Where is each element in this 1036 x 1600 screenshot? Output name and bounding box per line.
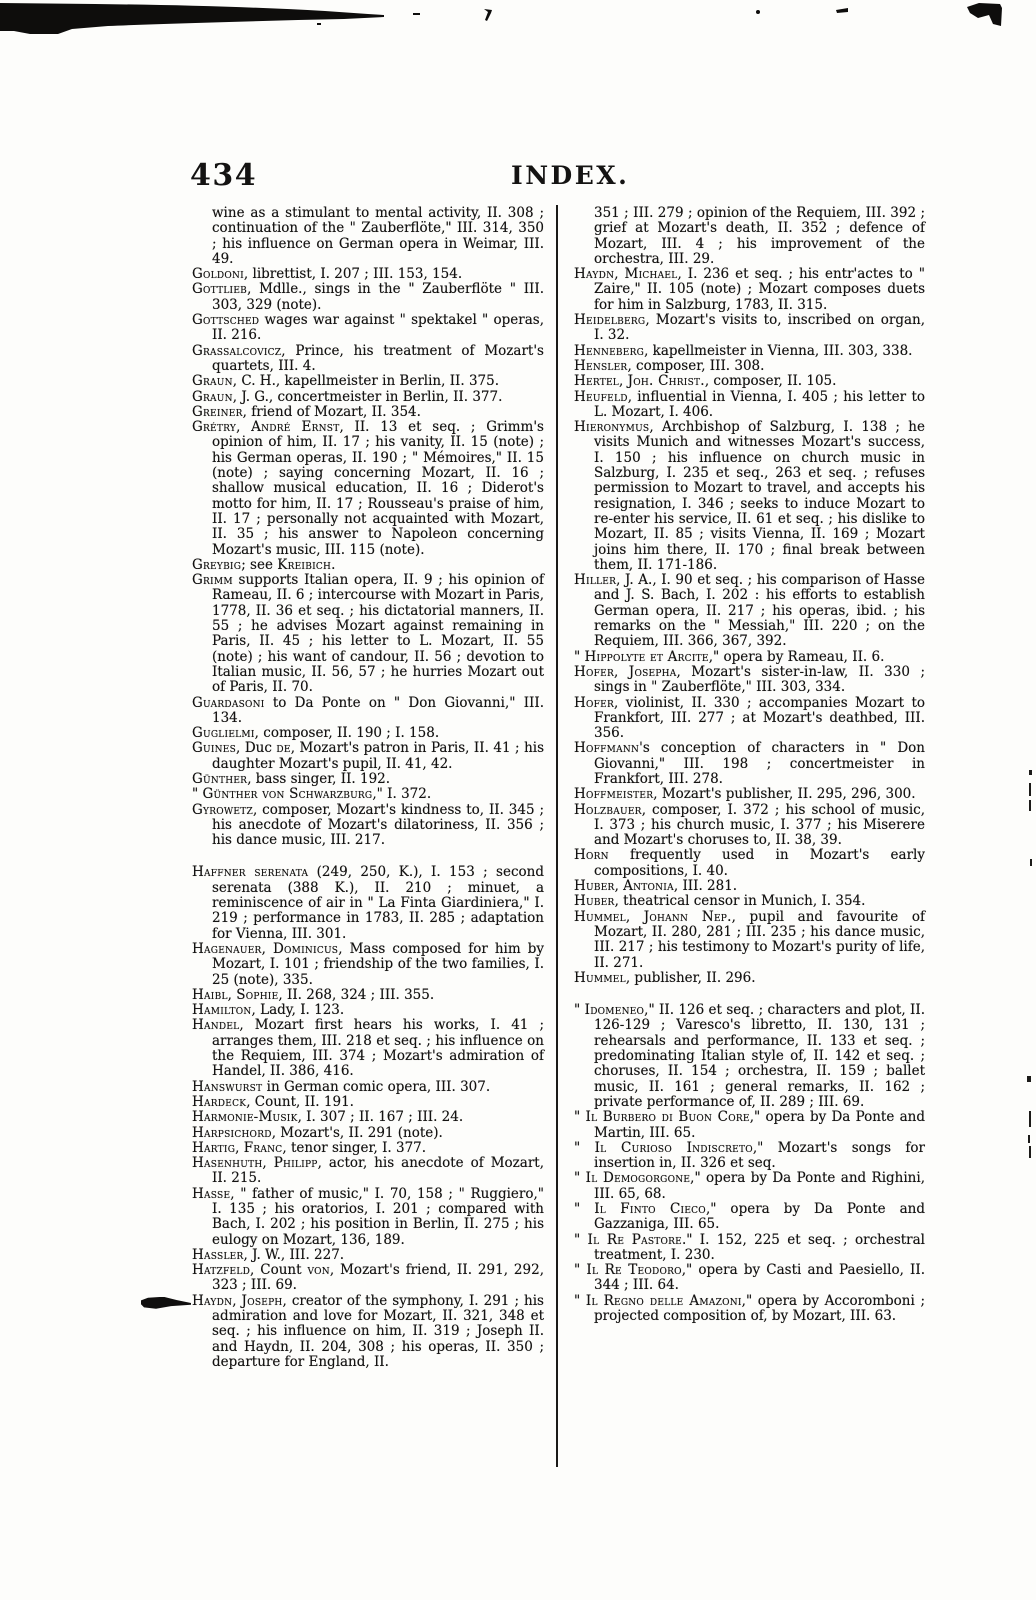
entry-headword: André Ernst (251, 419, 340, 436)
entry-text: , Mdlle., sings in the " Zauberflöte " III. 303, 329 (note). (212, 281, 544, 313)
index-entry (192, 390, 544, 405)
entry-headword: Holzbauer (574, 801, 642, 818)
entry-headword: Hippolyte et Arcite (584, 648, 709, 665)
entry-text: , (262, 1155, 274, 1172)
entry-text: , J. G., concertmeister in Berlin, II. 377. (232, 388, 503, 405)
index-entry (192, 1080, 544, 1095)
entry-text: , I. 307 ; II. 167 ; III. 24. (297, 1109, 464, 1126)
index-entry (192, 1126, 544, 1141)
index-entry (192, 313, 544, 344)
entry-headword: Hummel (574, 969, 626, 986)
index-entry (192, 573, 544, 695)
index-entry (574, 313, 925, 344)
index-entry (574, 696, 925, 742)
index-entry (574, 1110, 925, 1141)
entry-text: , violinist, II. 330 ; accompanies Mozart to Frankfort, III. 277 ; at Mozart's deathbed, III. 356. (594, 694, 925, 742)
entry-headword: Hamilton (192, 1002, 252, 1019)
entry-headword: Graun (192, 373, 233, 390)
index-entry (574, 420, 925, 573)
index-entry (574, 650, 925, 665)
index-entry (574, 803, 925, 849)
entry-headword: Hasenhuth (192, 1155, 263, 1172)
entry-headword: Il Finto Cieco (594, 1201, 706, 1217)
entry-headword: Idomeneo (584, 1002, 645, 1019)
index-column-left (192, 206, 544, 1370)
index-entry (192, 772, 544, 787)
entry-text: " (574, 1262, 587, 1279)
entry-text: " (574, 1109, 586, 1126)
scan-artifact-edge-mark (1028, 1135, 1030, 1143)
scan-artifact-edge-mark (1029, 783, 1031, 796)
entry-headword: Franc (243, 1139, 283, 1156)
entry-headword: Huber (574, 878, 615, 895)
index-entry (574, 910, 925, 971)
scan-artifact-top (0, 0, 1036, 60)
entry-text: ," Mozart's songs for insertion in, II. 326 et seq. (594, 1139, 925, 1172)
entry-text: , bass singer, II. 192. (247, 770, 391, 787)
entry-headword: Hatzfeld (192, 1262, 251, 1279)
index-entry (192, 1095, 544, 1110)
entry-text: ." I. 152, 225 et seq. ; orchestral treatment, I. 230. (594, 1231, 925, 1263)
entry-headword: Haydn (574, 266, 615, 283)
entry-headword: Harpsichord (192, 1124, 272, 1141)
entry-text: (249, 250, K.), I. 153 ; second serenata (388 K.), II. 210 ; minuet, a reminiscence of air in " La Finta Giardiniera," I. 219 ; performance in 1783, II. 285 ; adaptation for Vienna, III. 301. (212, 864, 544, 942)
index-entry (574, 1202, 925, 1233)
index-entry (192, 865, 544, 941)
entry-text: 351 ; III. 279 ; opinion of the Requiem, III. 392 ; grief at Mozart's death, II. 352 ; defence of Mozart, III. 4 ; his improvement of the orchestra, III. 29. (594, 205, 925, 267)
entry-headword: von (307, 1262, 330, 1279)
entry-headword: Goldoni (192, 266, 244, 283)
index-entry (574, 894, 925, 909)
index-entry (192, 803, 544, 849)
entry-headword: Il Re Pastore (587, 1231, 682, 1248)
index-entry (192, 282, 544, 313)
entry-text: , composer, II. 105. (704, 373, 837, 390)
index-entry (192, 267, 544, 282)
entry-text: , composer, III. 308. (627, 357, 765, 374)
index-entry (574, 665, 925, 696)
entry-text: , Mozart's friend, II. 291, 292, 323 ; III. 69. (212, 1262, 544, 1294)
entry-text: , J. A., I. 90 et seq. ; his comparison of Hasse and J. S. Bach, I. 202 : his efforts to establish German opera, II. 217 ; his operas, ibid. ; his remarks on the " Messiah," III. 220 ; on the Requiem, III. 366, 367, 392. (594, 572, 925, 650)
entry-headword: de (276, 740, 291, 757)
entry-text: frequently used in Mozart's early compositions, I. 40. (594, 847, 925, 879)
entry-headword: Günther von Schwarzburg (202, 786, 373, 803)
index-entry (574, 344, 925, 359)
entry-headword: Harmonie-Musik (192, 1109, 298, 1126)
entry-headword: Gyrowetz (192, 801, 253, 818)
index-entry (192, 374, 544, 389)
entry-text: " (574, 1139, 595, 1156)
index-entry (574, 1263, 925, 1294)
scan-artifact-edge-mark (1029, 1146, 1031, 1158)
entry-headword: Graun (192, 388, 233, 405)
entry-text: " (574, 1231, 588, 1248)
entry-text: ," opera by Da Ponte and Martin, III. 65. (594, 1109, 925, 1141)
entry-headword: Johann Nep. (643, 908, 732, 925)
index-entry (192, 787, 544, 802)
entry-text: , (232, 1292, 242, 1309)
entry-text: , (236, 419, 252, 436)
index-entry (574, 1003, 925, 1110)
entry-text: , (619, 373, 628, 390)
entry-text: ," opera by Da Ponte and Righini, III. 65, 68. (594, 1170, 925, 1202)
entry-text: , (625, 908, 644, 925)
entry-text: , composer, Mozart's kindness to, II. 345 ; his anecdote of Mozart's dilatoriness, II. 356 ; his dance music, III. 217. (212, 801, 544, 849)
entry-text: , Prince, his treatment of Mozart's quartets, III. 4. (212, 342, 544, 374)
index-entry (574, 1294, 925, 1325)
index-entry (192, 1003, 544, 1018)
index-entry (192, 741, 544, 772)
entry-headword: Philipp (273, 1155, 318, 1172)
index-entry (192, 1187, 544, 1248)
entry-text: " (574, 648, 585, 665)
entry-text: , Mozart first hears his works, I. 41 ; arranges them, III. 218 et seq. ; his influence on the Requiem, III. 374 ; Mozart's admiration of Handel, II. 386, 416. (212, 1017, 544, 1080)
entry-text: , creator of the symphony, I. 291 ; his admiration and love for Mozart, II. 321, 348 et seq. ; his influence on him, II. 319 ; Joseph II. and Haydn, II. 204, 308 ; his operas, II. 350 ; departure for England, II. (212, 1292, 544, 1370)
entry-text: , friend of Mozart, II. 354. (242, 403, 421, 420)
entry-text: , (614, 266, 625, 283)
entry-headword: Gottlieb (192, 281, 248, 298)
entry-headword: Hensler (574, 357, 628, 374)
entry-headword: Günther (192, 770, 248, 787)
index-entry (192, 1141, 544, 1156)
index-entry (574, 971, 925, 986)
entry-text: , Duc (236, 740, 277, 757)
index-entry (574, 374, 925, 389)
index-entry (574, 1141, 925, 1172)
scan-artifact-edge-mark (1029, 770, 1032, 775)
entry-text: , composer, II. 190 ; I. 158. (254, 725, 440, 742)
index-entry (574, 741, 925, 787)
entry-text: , influential in Vienna, I. 405 ; his letter to L. Mozart, I. 406. (594, 388, 925, 420)
index-entry (192, 1156, 544, 1187)
entry-headword: Handel (192, 1017, 240, 1034)
entry-headword: Kreibich (277, 556, 332, 573)
index-entry (192, 1294, 544, 1370)
entry-headword: Il Burbero di Buon Core (585, 1109, 750, 1126)
entry-headword: Sophie (236, 986, 279, 1003)
entry-text: ," opera by Da Ponte and Gazzaniga, III. 65. (594, 1201, 925, 1233)
index-entry (192, 726, 544, 741)
index-entry (574, 848, 925, 879)
entry-headword: Guardasoni (192, 694, 265, 711)
entry-text: , actor, his anecdote of Mozart, II. 215. (212, 1155, 544, 1187)
entry-text: , Mozart's, II. 291 (note). (271, 1124, 443, 1141)
entry-text: , (261, 940, 273, 957)
entry-text: , Count, II. 191. (246, 1093, 354, 1110)
entry-headword: Michael (624, 266, 678, 283)
index-entry (574, 879, 925, 894)
index-entry (192, 558, 544, 573)
entry-text: , tenor singer, I. 377. (282, 1139, 427, 1156)
entry-text: , (614, 878, 624, 895)
entry-text: ; see (241, 556, 278, 573)
entry-text: , Mass composed for him by Mozart, I. 101 ; friendship of the two families, I. 25 (note), 335. (212, 940, 544, 988)
entry-headword: Henneberg (574, 342, 645, 359)
entry-text: , II. 268, 324 ; III. 355. (278, 986, 435, 1003)
entry-text: , II. 13 et seq. ; Grimm's opinion of him, II. 17 ; his vanity, II. 15 (note) ; his German operas, II. 190 ; " Mémoires," II. 15 (note) ; saying concerning Mozart, II. 16 ; shallow musical education, II. 16 ; Diderot's motto for him, II. 17 ; Rousseau's praise of him, II. 17 ; personally not acquainted with Mozart, II. 35 ; his answer to Napoleon concerning Mozart's music, III. 115 (note). (212, 419, 544, 558)
entry-headword: Hoffmann (574, 740, 640, 757)
entry-headword: Hofer (574, 694, 614, 711)
entry-text: supports Italian opera, II. 9 ; his opinion of Rameau, II. 6 ; intercourse with Mozart in Paris, 1778, II. 36 et seq. ; his dictatorial manners, II. 55 ; he advises Mozart against remaining in Paris, II. 45 ; his letter to L. Mozart, II. 55 (note) ; his want of candour, II. 56 ; devotion to Italian music, II. 56, 57 ; he hurries Mozart out of Paris, II. 70. (212, 572, 544, 696)
entry-text: 's conception of characters in " Don Giovanni," III. 198 ; concertmeister in Frankfort, III. 278. (594, 740, 925, 787)
entry-text: , publisher, II. 296. (625, 969, 756, 986)
entry-headword: Joseph (241, 1292, 283, 1309)
index-entry (192, 206, 544, 267)
entry-headword: Horn (574, 847, 609, 864)
index-entry (574, 390, 925, 421)
column-divider-rule (556, 205, 558, 1467)
entry-text: , C. H., kapellmeister in Berlin, II. 375. (232, 373, 500, 390)
index-entry (574, 359, 925, 374)
entry-headword: Josepha (628, 663, 677, 680)
index-entry (192, 1263, 544, 1294)
entry-text: , kapellmeister in Vienna, III. 303, 338. (644, 342, 913, 359)
entry-headword: Hoffmeister (574, 786, 654, 803)
entry-headword: Grétry (192, 419, 237, 436)
page-number: 434 (190, 158, 258, 193)
entry-headword: Hertel (574, 373, 620, 390)
entry-headword: Il Demogorgone (585, 1170, 691, 1187)
entry-text: , Mozart's patron in Paris, II. 41 ; his daughter Mozart's pupil, II. 41, 42. (212, 740, 545, 772)
entry-headword: Hassler (192, 1246, 244, 1263)
entry-text: , (227, 986, 237, 1003)
entry-headword: Huber (574, 893, 615, 910)
entry-headword: Joh. Christ. (627, 373, 705, 390)
entry-headword: Hasse (192, 1185, 231, 1202)
entry-text: , Count (250, 1262, 308, 1279)
entry-text: " (574, 1002, 585, 1019)
entry-headword: Il Regno delle Amazoni (585, 1292, 742, 1309)
entry-text: , I. 236 et seq. ; his entr'actes to " Zaire," II. 105 (note) ; Mozart composes duets for him in Salzburg, 1783, II. 315. (594, 266, 925, 313)
index-entry (574, 787, 925, 802)
entry-headword: Heufeld (574, 388, 628, 405)
entry-text: , Archbishop of Salzburg, I. 138 ; he visits Munich and witnesses Mozart's success, I. 150 ; his influence on church music in Salzburg, I. 235 et seq., 263 et seq. ; refuses permission to Mozart to travel, and accepts his resignation, I. 346 ; seeks to induce Mozart to re-enter his service, II. 61 et seq. ; his dislike to Mozart, II. 85 ; visits Vienna, II. 169 ; Mozart joins him there, II. 170 ; final break between them, II. 171-186. (594, 419, 925, 573)
entry-headword: Hiller (574, 572, 617, 589)
entry-headword: Hagenauer (192, 940, 262, 957)
index-entry (192, 988, 544, 1003)
entry-headword: Hummel (574, 908, 626, 925)
entry-headword: Heidelberg (574, 312, 646, 329)
scan-artifact-edge-mark (1029, 1111, 1031, 1127)
entry-text: , (235, 1139, 244, 1156)
entry-headword: Hieronymus (574, 419, 650, 436)
entry-headword: Hanswurst (192, 1078, 263, 1095)
entry-text: ," II. 126 et seq. ; characters and plot, II. 126-129 ; Varesco's libretto, II. 130, 131 ; rehearsals and performance, II. 133 et seq. ; predominating Italian style of, II. 142 et seq. ; choruses, II. 154 ; orchestra, II. 159 ; ballet music, II. 161 ; general remarks, II. 162 ; private performance of, II. 289 ; III. 69. (594, 1002, 925, 1110)
entry-text: ," opera by Accoromboni ; projected composition of, by Mozart, III. 63. (594, 1292, 925, 1325)
entry-headword: Greiner (192, 403, 243, 420)
entry-text: " (574, 1201, 595, 1217)
entry-text: , theatrical censor in Munich, I. 354. (614, 893, 866, 910)
index-entry (192, 344, 544, 375)
index-entry (192, 1248, 544, 1263)
scan-artifact-edge-mark (1027, 1076, 1031, 1082)
index-entry (574, 1233, 925, 1264)
entry-text: , Mozart's sister-in-law, II. 330 ; sings in " Zauberflöte," III. 303, 334. (594, 663, 925, 696)
entry-headword: Hartig (192, 1139, 236, 1156)
index-entry (192, 1110, 544, 1125)
entry-headword: Il Curioso Indiscreto (594, 1139, 753, 1156)
entry-text: , J. W., III. 227. (243, 1246, 345, 1263)
scan-artifact-edge-mark (1029, 800, 1031, 811)
entry-text: ," I. 372. (372, 786, 432, 803)
entry-text: " (192, 786, 203, 803)
entry-text: " (574, 1292, 586, 1309)
page-title: INDEX. (511, 161, 630, 190)
index-column-right (574, 206, 925, 1324)
entry-text: , Lady, I. 123. (251, 1002, 345, 1019)
entry-text: wine as a stimulant to mental activity, II. 308 ; continuation of the " Zauberflöte," III. 314, 350 ; his influence on German opera in Weimar, III. 49. (212, 205, 544, 267)
entry-headword: Grimm (192, 572, 233, 589)
entry-text: , " father of music," I. 70, 158 ; " Ruggiero," I. 135 ; his oratorios, I. 201 ; compared with Bach, I. 202 ; his position in Berlin, II. 275 ; his eulogy on Mozart, 136, 189. (212, 1185, 544, 1248)
entry-text: , composer, I. 372 ; his school of music, I. 373 ; his church music, I. 377 ; his Miserere and Mozart's choruses to, II. 38, 39. (594, 801, 925, 849)
index-entry (192, 1018, 544, 1079)
index-entry (192, 696, 544, 727)
scan-artifact-edge-mark (1030, 859, 1032, 866)
entry-text: to Da Ponte on " Don Giovanni," III. 134. (212, 694, 544, 726)
entry-headword: Haydn (192, 1292, 233, 1309)
entry-headword: Guines (192, 740, 237, 757)
entry-text: " (574, 1170, 586, 1187)
index-entry (574, 206, 925, 267)
entry-headword: Greybig (192, 556, 242, 573)
entry-text: ," opera by Casti and Paesiello, II. 344 ; III. 64. (594, 1262, 925, 1294)
entry-headword: Hardeck (192, 1093, 247, 1110)
entry-text: in German comic opera, III. 307. (262, 1078, 491, 1095)
entry-text: . (331, 556, 336, 573)
entry-text: , (614, 663, 629, 680)
entry-headword: Haibl (192, 986, 228, 1003)
index-entry (574, 267, 925, 313)
entry-headword: Antonia (623, 878, 674, 895)
entry-text: , Mozart's publisher, II. 295, 296, 300. (653, 786, 916, 803)
entry-text: wages war against " spektakel " operas, II. 216. (212, 312, 544, 344)
entry-headword: Guglielmi (192, 725, 255, 742)
entry-text: , Mozart's visits to, inscribed on organ, I. 32. (594, 312, 925, 344)
entry-headword: Gottsched (192, 312, 260, 329)
entry-headword: Haffner serenata (192, 864, 309, 881)
entry-text: ," opera by Rameau, II. 6. (708, 648, 885, 665)
index-entry (192, 942, 544, 988)
index-entry (574, 573, 925, 649)
index-entry (192, 420, 544, 558)
entry-headword: Grassalcovicz (192, 342, 282, 359)
entry-text: , pupil and favourite of Mozart, II. 280, 281 ; III. 235 ; his dance music, III. 217 ; his testimony to Mozart's purity of life, II. 271. (594, 908, 925, 971)
entry-text: , librettist, I. 207 ; III. 153, 154. (243, 266, 463, 283)
index-entry (574, 1171, 925, 1202)
index-entry (192, 405, 544, 420)
entry-headword: Dominicus (272, 940, 339, 957)
entry-text: , III. 281. (673, 878, 738, 895)
entry-headword: Hofer (574, 663, 614, 680)
entry-headword: Il Re Teodoro (586, 1262, 682, 1279)
